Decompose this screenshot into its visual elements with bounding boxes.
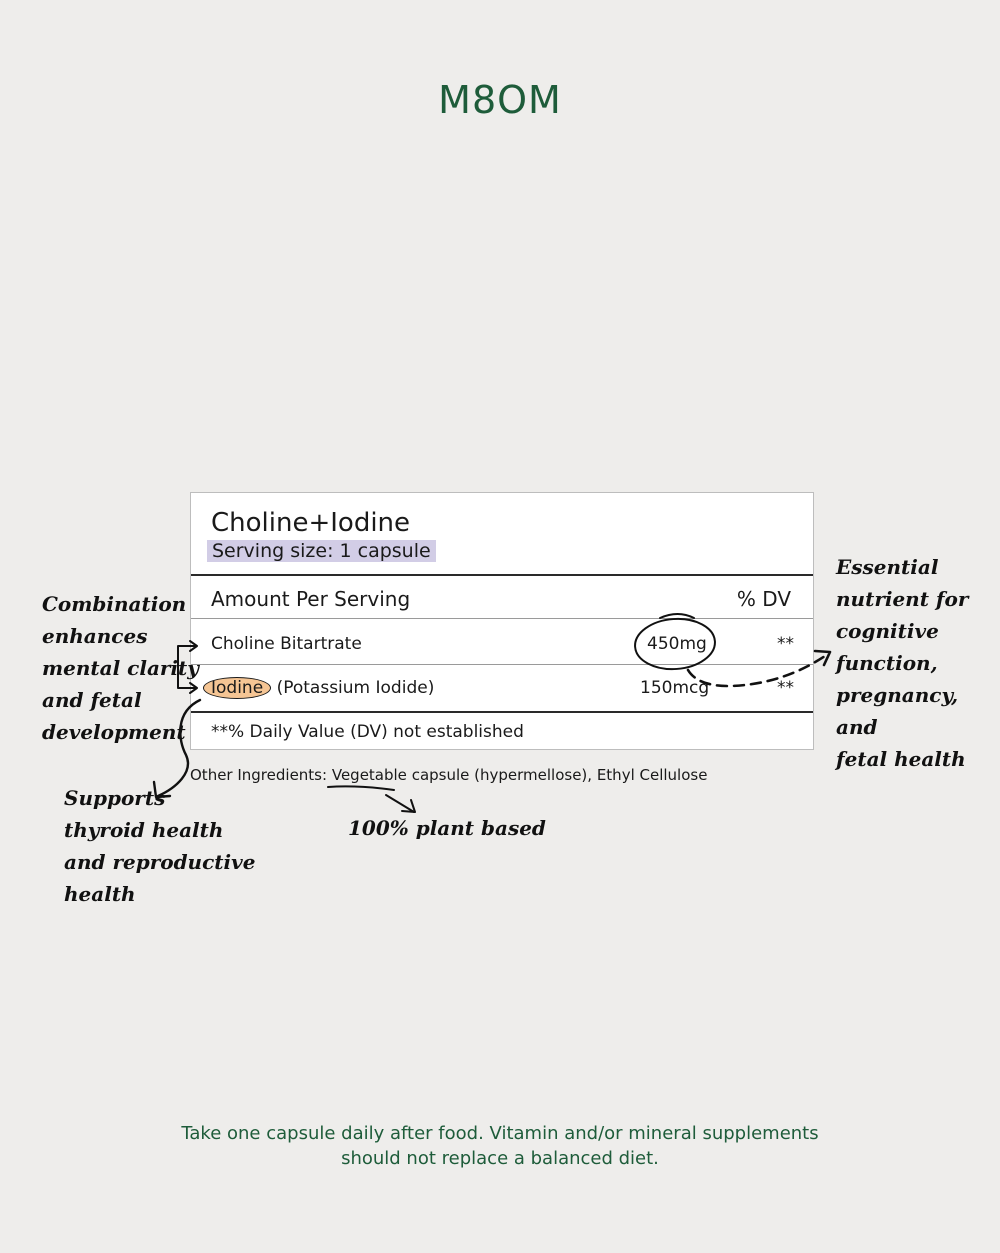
other-ingredients-highlight: Vegetable [331,766,407,784]
brand-logo: M8OM [438,78,562,122]
row-iodine-amount: 150mcg [640,678,710,698]
curved-arrow [158,700,200,796]
other-ingredients-label: Other Ingredients: [190,766,328,784]
usage-instructions: Take one capsule daily after food. Vitamin and/or mineral supplements should not replace a balanced diet. [181,1123,819,1169]
dv-header: % DV [736,587,791,611]
circle-overlap-mark [660,614,694,618]
other-ingredients-rest: capsule (hypermellose), Ethyl Cellulose [411,766,708,784]
row-choline-name: Choline Bitartrate [211,634,362,654]
row-choline-amount: 450mg [647,634,707,654]
iodine-highlight: Iodine [203,677,271,699]
underline-mark [328,786,394,790]
circle-mark [633,616,716,671]
annotation-combination: Combination enhances mental clarity and fetal development [42,592,199,744]
annotation-plant-based: 100% plant based [348,816,546,840]
annotation-thyroid: Supports thyroid health and reproductive health [64,786,256,906]
row-iodine-dv: ** [777,678,794,698]
amount-per-serving-header: Amount Per Serving [211,587,411,611]
bracket-line [178,646,196,688]
dashed-arrow [688,654,828,686]
row-iodine-source: (Potassium Iodide) [276,678,435,698]
dv-footnote: **% Daily Value (DV) not established [211,722,524,742]
arrow-line [386,795,414,812]
annotation-essential: Essential nutrient for cognitive function, pregnancy, and fetal health [836,555,969,771]
serving-size: Serving size: 1 capsule [207,540,436,562]
product-title: Choline+Iodine [211,508,411,538]
row-choline-dv: ** [777,634,794,654]
